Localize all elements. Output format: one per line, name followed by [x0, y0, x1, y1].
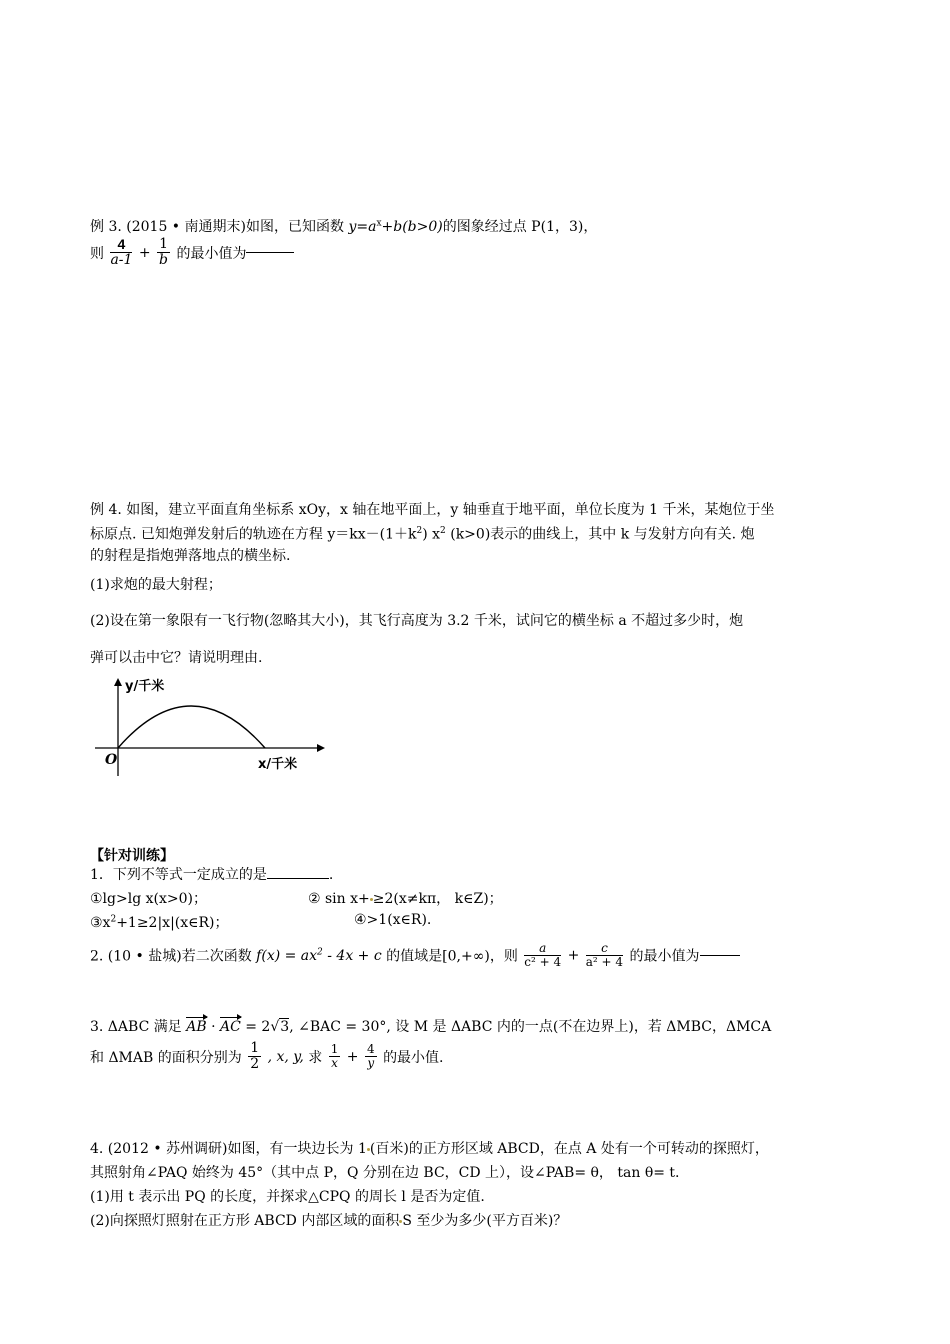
example-4-question-2b: 弹可以击中它？请说明理由.: [90, 650, 263, 666]
problem-4: 4. (2012 • 苏州调研)如图，有一块边长为 1 (百米)的正方形区域 ABCD，在点 A 处有一个可转动的探照灯， 其照射角∠PAQ 始终为 45°（其中点 P，Q 分别在边 BC，CD 上），设∠PAB= θ， tan θ= t. (1)用 t 表示出 PQ 的长度，并探求△CPQ 的周长 l 是否为定值. (2)向探照灯照射在正方形 ABCD 内部区域的面积 S 至少为多少(平方百米)？: [90, 1141, 769, 1229]
fraction-4-over-a-1: $\frac{4}{a-1}$: [110, 236, 133, 269]
vector-ac: AC: [219, 1019, 241, 1035]
example-4-question-2a: (2)设在第一象限有一飞行物(忽略其大小)，其飞行高度为 3.2 千米，试问它的横坐标 a 不超过多少时，炮: [90, 613, 744, 629]
problem-1-option-2: ② sin x+ ≥2(x≠kπ， k∈Z)；: [308, 891, 503, 907]
problem-1-option-4: ④>1(x∈R).: [354, 912, 432, 928]
problem-3-line1: 3. ΔABC 满足 AB · AC = 2√3, ∠BAC = 30°, 设 M 是 ΔABC 内的一点(不在边界上)，若 ΔMBC，ΔMCA: [90, 1019, 772, 1035]
problem-3-line2: 和 ΔMAB 的面积分别为 $\frac{1}{2}$ , x, y, 求 $\frac{1}{x}$ + $\frac{4}{y}$ 的最小值.: [90, 1040, 444, 1073]
example-3-line2: 则 $\frac{4}{a-1}$ + $\frac{1}{b}$ 的最小值为: [90, 237, 294, 269]
problem-2: 2. (10 • 盐城)若二次函数 $f(x) = ax^2 - 4x + c$ 的值域是[0,+∞)，则 $\frac{a}{\text{c² + 4}}$ + $\frac{c}{\text{a² + 4}}$ 的最小值为: [90, 942, 740, 969]
trajectory-curve: [118, 706, 265, 748]
problem-1-option-1: ①lg>lg x(x>0)；: [90, 891, 207, 907]
example-4-question-1: (1)求炮的最大射程；: [90, 577, 222, 593]
x-axis-label: x/千米: [258, 757, 298, 772]
example-4-text: 例 4. 如图，建立平面直角坐标系 xOy，x 轴在地平面上，y 轴垂直于地平面，单位长度为 1 千米，某炮位于坐 标原点. 已知炮弹发射后的轨迹在方程 $y=kx-(1+k^2)$ $x^2$ (k>0)表示的曲线上，其中 k 与发射方向有关. 炮 的射程是指炮弹落地点的横坐标.: [90, 502, 775, 564]
answer-blank: [246, 252, 294, 253]
origin-label: O: [105, 752, 118, 768]
example-3-line1: 例 3. (2015 • 南通期末)如图，已知函数 $y=a^x+b(b>0)$的图象经过点 P(1，3)，: [90, 218, 598, 235]
x-axis-arrow: [317, 744, 325, 752]
fraction-1-over-b: $\frac{1}{b}$: [159, 236, 169, 269]
problem-1-stem: 1．下列不等式一定成立的是 .: [90, 867, 334, 883]
problem-1-option-3: $③x^2+1\ge 2|x|(x\in R)$；: [90, 914, 229, 931]
trajectory-graph: [95, 676, 325, 776]
y-axis-label: y/千米: [125, 679, 165, 694]
practice-header: 【针对训练】: [90, 848, 174, 864]
y-axis-arrow: [114, 678, 122, 686]
vector-ab: AB: [186, 1019, 207, 1035]
